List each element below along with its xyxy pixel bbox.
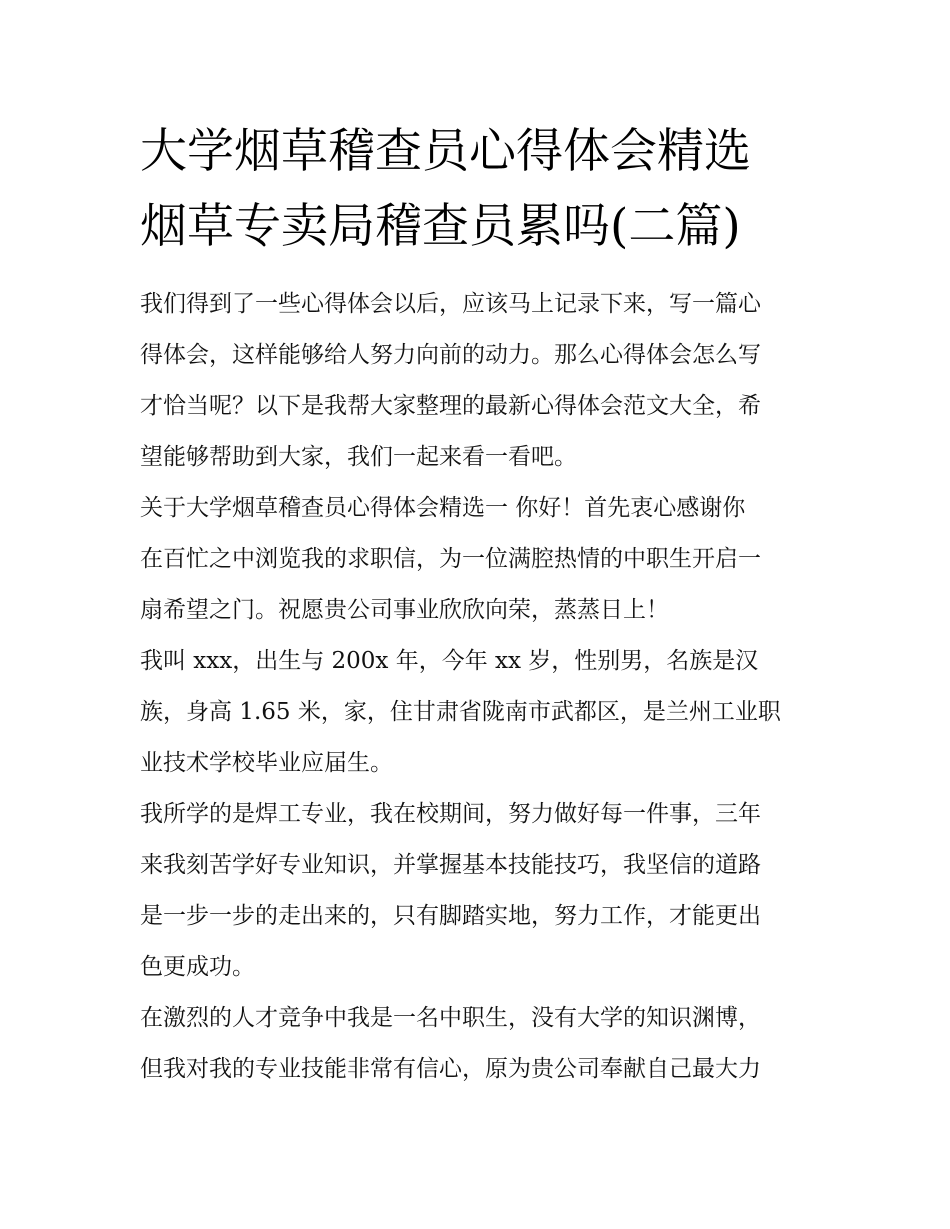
- text-line: 我所学的是焊工专业，我在校期间，努力做好每一件事，三年: [140, 801, 761, 827]
- text-line: 扇希望之门。祝愿贵公司事业欣欣向荣，蒸蒸日上！: [140, 597, 669, 623]
- paragraph-competition: [140, 993, 820, 1095]
- title-line-1: 大学烟草稽查员心得体会精选: [140, 124, 751, 179]
- text-line: 来我刻苦学好专业知识，并掌握基本技能技巧，我坚信的道路: [140, 852, 761, 878]
- text-line: 在激烈的人才竞争中我是一名中职生，没有大学的知识渊博，: [140, 1005, 761, 1031]
- text-line: 在百忙之中浏览我的求职信，为一位满腔热情的中职生开启一: [140, 546, 761, 572]
- text-line: 关于大学烟草稽查员心得体会精选一 你好！首先衷心感谢你: [140, 495, 746, 521]
- text-line: 族，身高 1.65 米，家，住甘肃省陇南市武都区，是兰州工业职: [140, 699, 781, 725]
- document-body: [140, 279, 820, 1095]
- text-line: 但我对我的专业技能非常有信心，原为贵公司奉献自己最大力: [140, 1056, 761, 1082]
- text-line: 是一步一步的走出来的，只有脚踏实地，努力工作，才能更出: [140, 903, 761, 929]
- paragraph-intro: [140, 279, 820, 483]
- title-line-2: 烟草专卖局稽查员累吗(二篇): [140, 199, 741, 254]
- text-line: 我叫 xxx，出生与 200x 年，今年 xx 岁，性别男，名族是汉: [140, 648, 759, 674]
- text-line: 色更成功。: [140, 954, 255, 980]
- text-line: 得体会，这样能够给人努力向前的动力。那么心得体会怎么写: [140, 342, 761, 368]
- paragraph-greeting: [140, 483, 820, 636]
- text-line: 我们得到了一些心得体会以后，应该马上记录下来，写一篇心: [140, 291, 761, 317]
- text-line: 业技术学校毕业应届生。: [140, 750, 393, 776]
- paragraph-self-intro: [140, 636, 820, 789]
- text-line: 才恰当呢？以下是我帮大家整理的最新心得体会范文大全，希: [140, 393, 761, 419]
- paragraph-major: [140, 789, 820, 993]
- document-title: [140, 114, 830, 264]
- text-line: 望能够帮助到大家，我们一起来看一看吧。: [140, 444, 577, 470]
